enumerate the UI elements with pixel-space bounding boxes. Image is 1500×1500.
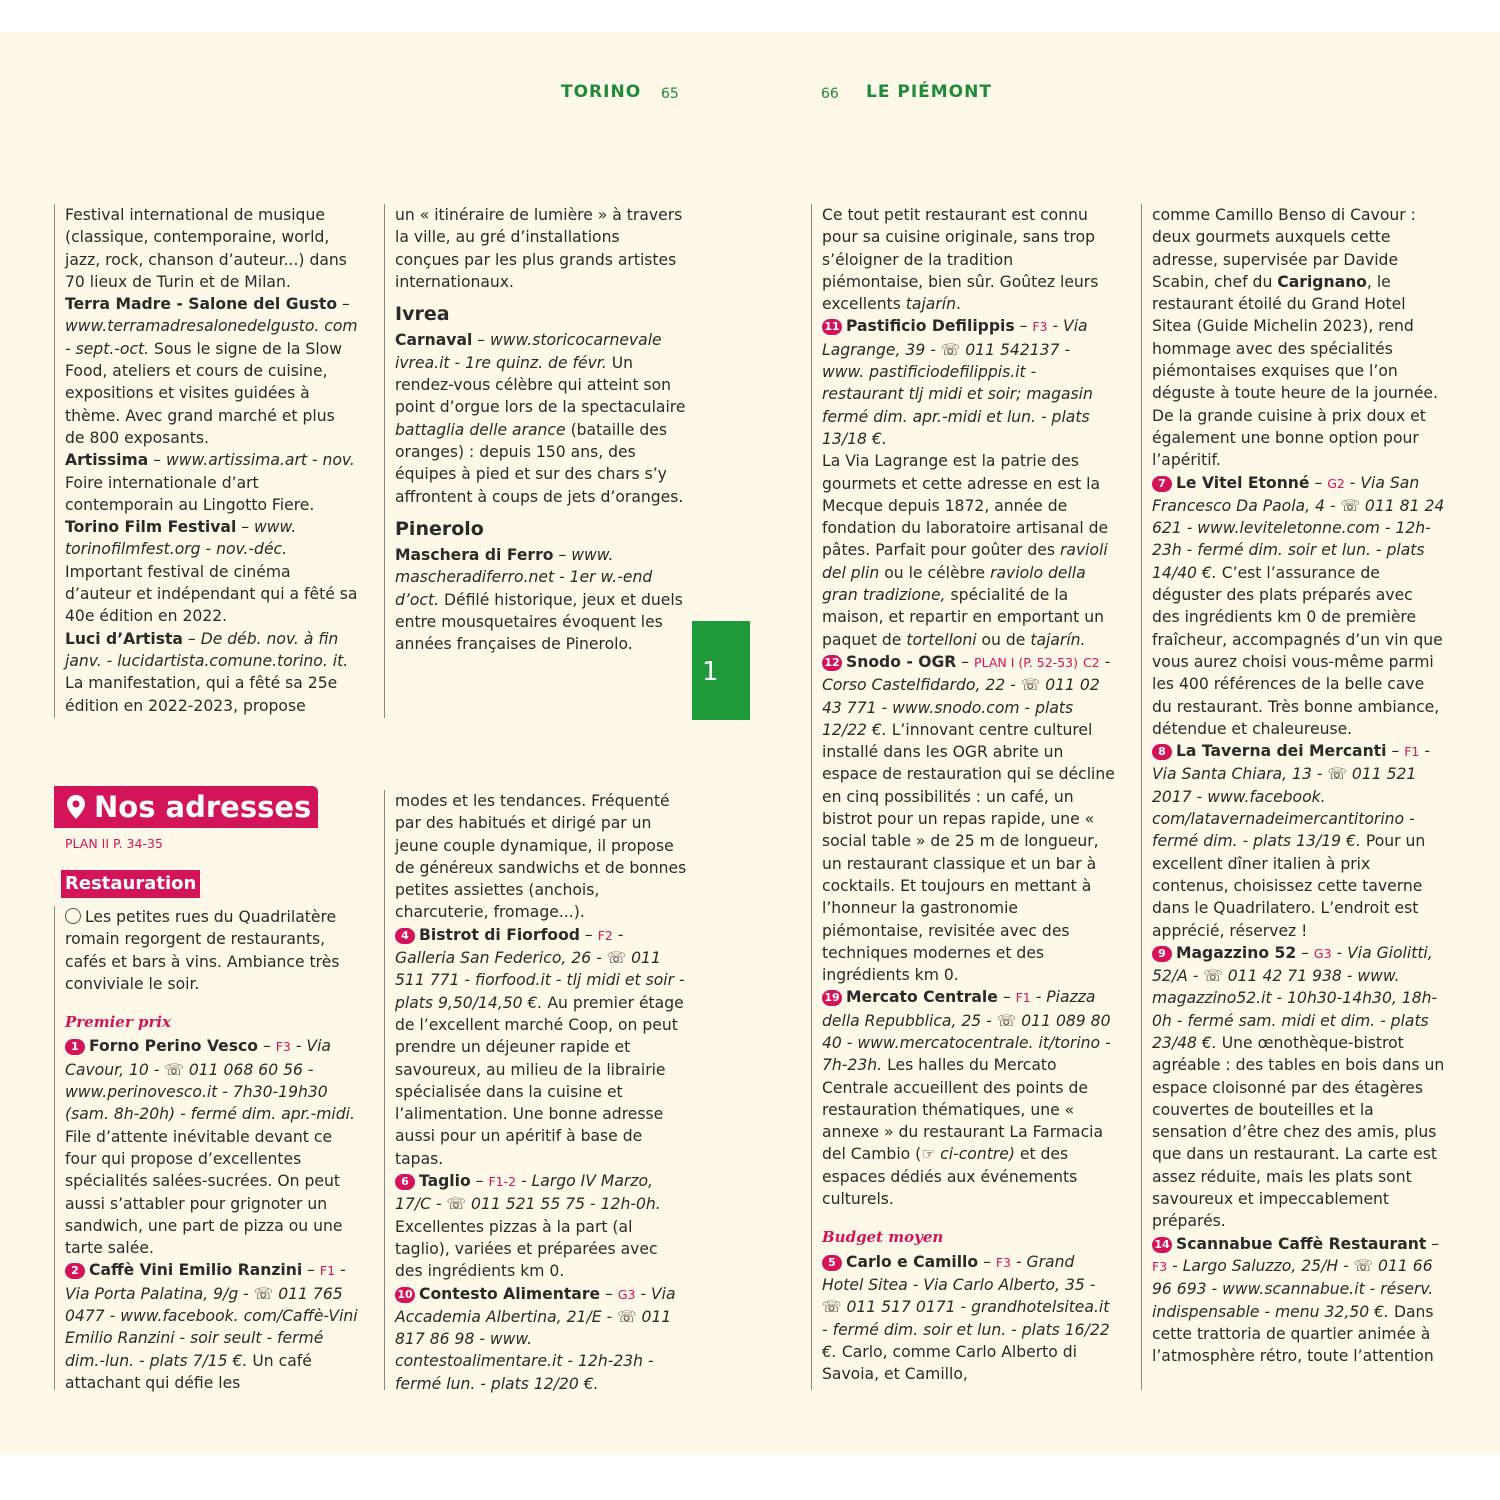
listing-desc-italic: ravioli del plin bbox=[822, 541, 1108, 582]
listing-desc: Une œnothèque-bistrot agréable : des tables en bois dans un espace cloisonné par des étagères couvertes de bouteilles et la sensation d’être chez des amis, plus que dans un restaurant. La carte est assez réduite, mais les plats sont savoureux et impeccablement préparés. bbox=[1152, 1033, 1445, 1231]
listing-name: Snodo - OGR bbox=[846, 652, 957, 671]
map-marker-badge: 8 bbox=[1152, 744, 1172, 760]
festival-intro: Festival international de musique (classique, contemporaine, world, jazz, rock, chanson d’auteur...) dans 70 lieux de Turin et de Milan. bbox=[65, 206, 347, 291]
listing-desc: Excellentes pizzas à la part (al taglio), variées et préparées avec des ingrédients km 0. bbox=[395, 1217, 658, 1281]
listing-info: - Via Giolitti, 52/A - ☏ 011 42 71 938 - www. magazzino52.it - 10h30-14h30, 18h-0h - fermé sam. midi et dim. - plats 23/48 €. bbox=[1152, 943, 1438, 1052]
grid-ref: F1 bbox=[1404, 744, 1420, 760]
grid-ref: G2 bbox=[1327, 475, 1345, 491]
map-marker-badge: 7 bbox=[1152, 476, 1172, 492]
paragraph-bold: Carignano bbox=[1277, 272, 1367, 291]
grid-ref: F2 bbox=[597, 927, 613, 943]
listing-desc: Un café attachant qui défie les bbox=[65, 1351, 312, 1392]
event-name: Maschera di Ferro bbox=[395, 546, 554, 565]
event-name: Terra Madre - Salone del Gusto bbox=[65, 295, 338, 314]
map-marker-badge: 2 bbox=[65, 1263, 85, 1279]
event-info: www. mascheradiferro.net - 1er w.-end d’oct. bbox=[395, 546, 653, 609]
grid-ref: F3 bbox=[1032, 319, 1048, 335]
listing-name: Mercato Centrale bbox=[846, 988, 998, 1007]
listing-info: - Via Santa Chiara, 13 - ☏ 011 521 2017 - www.facebook. com/latavernadeimercantitorino - fermé dim. - plats 13/19 €. bbox=[1152, 742, 1430, 851]
listing-info: - Via Lagrange, 39 - ☏ 011 542137 - www. pastificiodefilippis.it - restaurant tlj midi et soir; magasin fermé dim. apr.-midi et lun. - plats 13/18 €. bbox=[822, 317, 1093, 448]
plan-reference: PLAN II P. 34-35 bbox=[65, 836, 163, 851]
grid-ref: F3 bbox=[275, 1039, 291, 1055]
listing-desc: Les halles du Mercato Centrale accueillent des points de restauration thématiques, une « annexe » du restaurant La Farmacia del Cambio ( bbox=[822, 1056, 1104, 1164]
listing-info: - Via Porta Palatina, 9/g - ☏ 011 765 0477 - www.facebook. com/Caffè-Vini Emilio Ranzini - soir seult - fermé dim.-lun. - plats 7/15 €. bbox=[65, 1261, 358, 1370]
listing-entry: 2 Caffè Vini Emilio Ranzini – F1 - Via Porta Palatina, 9/g - ☏ 011 765 0477 - www.facebook. com/Caffè-Vini Emilio Ranzini - soir seult - fermé dim.-lun. - plats 7/15 €. Un café attachant qui défie les bbox=[65, 1261, 358, 1392]
plan-ref: PLAN I (P. 52-53) bbox=[974, 654, 1078, 670]
listing-info: - Via Cavour, 10 - ☏ 011 068 60 56 - www.perinovesco.it - 7h30-19h30 (sam. 8h-20h) - fermé dim. apr.-midi. bbox=[65, 1037, 355, 1124]
price-category: Budget moyen bbox=[822, 1228, 944, 1247]
event-name: Carnaval bbox=[395, 331, 473, 350]
event-name: Luci d’Artista bbox=[65, 629, 183, 648]
event-info: www.artissima.art - nov. bbox=[165, 451, 355, 470]
listing-desc: ou de bbox=[976, 630, 1031, 649]
paragraph-italic: tajarín bbox=[905, 295, 956, 314]
column-4 bbox=[1141, 204, 1445, 1390]
right-page-number: 66 bbox=[821, 86, 839, 102]
map-marker-badge: 6 bbox=[395, 1174, 415, 1190]
event-info: www.storicocarnevale ivrea.it - 1re quinz. de févr. bbox=[395, 331, 662, 372]
listing-desc: et des espaces dédiés aux événements culturels. bbox=[822, 1145, 1078, 1209]
listing-entry: 19 Mercato Centrale – F1 - Piazza della Repubblica, 25 - ☏ 011 089 80 40 - www.mercatocentrale. it/torino - 7h-23h. Les halles du Mercato Centrale accueillent des points de restauration thématiques, une « annexe » du restaurant La Farmacia del Cambio (☞ ci-contre) et des espaces dédiés aux événements culturels. bbox=[822, 988, 1111, 1209]
listing-name: Scannabue Caffè Restaurant bbox=[1176, 1234, 1427, 1253]
map-marker-badge: 4 bbox=[395, 928, 415, 944]
column-2-bottom bbox=[384, 790, 688, 1393]
event-info: De déb. nov. à fin janv. - lucidartista.comune.torino. it. bbox=[65, 629, 349, 670]
grid-ref: F3 bbox=[995, 1254, 1011, 1270]
paragraph: Ce tout petit restaurant est connu pour sa cuisine originale, sans trop s’éloigner de la tradition piémontaise, bien sûr. Goûtez leurs excellents bbox=[822, 206, 1099, 314]
event-name: Torino Film Festival bbox=[65, 518, 237, 537]
listing-entry: 7 Le Vitel Etonné – G2 - Via San Francesco Da Paola, 4 - ☏ 011 81 24 621 - www.leviteletonne.com - 12h-23h - fermé dim. soir et lun. - plats 14/40 €. C’est l’assurance de déguster des plats préparés avec des ingrédients km 0 de première fraîcheur, accompagnés d’un vin que vous aurez choisi vous-même parmi les 400 références de la belle cave du restaurant. Très bonne ambiance, détendue et chaleureuse. bbox=[1152, 473, 1445, 738]
listing-name: La Taverna dei Mercanti bbox=[1176, 742, 1387, 761]
map-marker-badge: 19 bbox=[822, 990, 842, 1006]
listing-entry: 6 Taglio – F1-2 - Largo IV Marzo, 17/C - ☏ 011 521 55 75 - 12h-0h. Excellentes pizzas à la part (al taglio), variées et préparées avec des ingrédients km 0. bbox=[395, 1172, 661, 1281]
location-pin-icon bbox=[64, 794, 88, 820]
column-1-top: Festival international de musique (classique, contemporaine, world, jazz, rock, chanson d’auteur...) dans 70 lieux de Turin et de Milan. Terra Madre - Salone del Gusto – www.terramadresalonedelgusto. com - sept.-oct. Sous le signe de la Slow Food, ateliers et cours de cuisine, expositions et visites guidées à thème. Avec grand marché et plus de 800 exposants. Artissima – www.artissima.art - nov. Foire internationale d’art contemporain au Lingotto Fiere. Torino Film Festival – www. torinofilmfest.org - nov.-déc. Important festival de cinéma d’auteur et indépendant qui a fêté sa 40e édition en 2022. Luci d’Artista – De déb. nov. à fin janv. - lucidartista.comune.torino. it. La manifestation, qui a fêté sa 25e édition en 2022-2023, propose bbox=[54, 204, 358, 718]
grid-ref: G3 bbox=[1313, 945, 1332, 961]
event-desc: Défilé historique, jeux et duels entre mousquetaires évoquent les années françaises de Pinerolo. bbox=[395, 590, 683, 654]
map-marker-badge: 5 bbox=[822, 1255, 842, 1271]
map-marker-badge: 9 bbox=[1152, 946, 1172, 962]
map-marker-badge: 12 bbox=[822, 655, 842, 671]
listing-desc: spécialité de la maison, et repartir en emportant un paquet de bbox=[822, 586, 1105, 649]
listing-info: - Galleria San Federico, 26 - ☏ 011 511 771 - fiorfood.it - tlj midi et soir - plats 9,50/14,50 €. bbox=[395, 925, 685, 1012]
event-desc-italic: battaglia delle arance bbox=[395, 420, 566, 439]
paragraph: comme Camillo Benso di Cavour : deux gourmets auxquels cette adresse, supervisée par Davide Scabin, chef du bbox=[1152, 206, 1416, 291]
listing-name: Forno Perino Vesco bbox=[89, 1037, 258, 1056]
map-marker-badge: 1 bbox=[65, 1039, 85, 1055]
event-info: www.terramadresalonedelgusto. com - sept.-oct. bbox=[65, 317, 358, 358]
listing-name: Carlo e Camillo bbox=[846, 1252, 979, 1271]
left-page-number: 65 bbox=[661, 86, 679, 102]
event-desc: La manifestation, qui a fêté sa 25e édition en 2022-2023, propose bbox=[65, 674, 338, 715]
listing-entry: 11 Pastificio Defilippis – F3 - Via Lagrange, 39 - ☏ 011 542137 - www. pastificiodefilippis.it - restaurant tlj midi et soir; magasin fermé dim. apr.-midi et lun. - plats 13/18 €. La Via Lagrange est la patrie des gourmets et cette adresse en est la Mecque depuis 1872, année de fondation du laboratoire artisanal de pâtes. Parfait pour goûter des ravioli del plin ou le célèbre raviolo della gran tradizione, spécialité de la maison, et repartir en emportant un paquet de tortelloni ou de tajarín. bbox=[822, 317, 1109, 649]
listing-desc: C’est l’assurance de déguster des plats préparés avec des ingrédients km 0 de première fraîcheur, accompagnés d’un vin que vous aurez choisi vous-même parmi les 400 références de la belle cave du restaurant. Très bonne ambiance, détendue et chaleureuse. bbox=[1152, 563, 1443, 738]
listing-desc: File d’attente inévitable devant ce four qui propose d’excellentes spécialités salées-sucrées. On peut aussi s’attabler pour grignoter un sandwich, une part de pizza ou une tarte salée. bbox=[65, 1127, 343, 1258]
left-running-head: TORINO bbox=[561, 82, 642, 102]
listing-desc-italic: ☞ ci-contre) bbox=[921, 1145, 1015, 1164]
listing-desc: La Via Lagrange est la patrie des gourmets et cette adresse en est la Mecque depuis 1872, année de fondation du laboratoire artisanal de pâtes. Parfait pour goûter des bbox=[822, 452, 1109, 560]
listing-entry: 1 Forno Perino Vesco – F3 - Via Cavour, 10 - ☏ 011 068 60 56 - www.perinovesco.it - 7h30-19h30 (sam. 8h-20h) - fermé dim. apr.-midi. File d’attente inévitable devant ce four qui propose d’excellentes spécialités salées-sucrées. On peut aussi s’attabler pour grignoter un sandwich, une part de pizza ou une tarte salée. bbox=[65, 1037, 355, 1258]
quadrilatere-intro: Les petites rues du Quadrilatère romain regorgent de restaurants, cafés et bars à vins. Ambiance très conviviale le soir. bbox=[65, 908, 340, 993]
listing-info: - Piazza della Repubblica, 25 - ☏ 011 089 80 40 - www.mercatocentrale. it/torino - 7h-23h. bbox=[822, 988, 1111, 1075]
grid-ref: F3 bbox=[1152, 1258, 1168, 1274]
paragraph: , le restaurant étoilé du Grand Hotel Sitea (Guide Michelin 2023), rend hommage avec des spécialités piémontaises exquises que l’on déguste à toute heure de la journée. De la grande cuisine à prix doux et également une bonne option pour l’apéritif. bbox=[1152, 272, 1438, 470]
listing-desc: ou le célèbre bbox=[879, 563, 991, 582]
map-marker-badge: 14 bbox=[1152, 1237, 1172, 1253]
price-category: Premier prix bbox=[65, 1013, 171, 1032]
event-desc: (bataille des oranges) : depuis 150 ans, des équipes à pied et sur des chars s’y affrontent à coups de jets d’oranges. bbox=[395, 420, 684, 506]
listing-info: - Largo Saluzzo, 25/H - ☏ 011 66 96 693 - www.scannabue.it - réserv. indispensable - menu 32,50 €. bbox=[1152, 1256, 1434, 1321]
listing-desc: L’innovant centre culturel installé dans les OGR abrite un espace de restauration qui se décline en cinq possibilités : un café, un bistrot pour un repas rapide, une « social table » de 25 m de longueur, un restaurant classique et un bar à cocktails. Et toujours en mettant à l’honneur la gastronomie piémontaise, revisitée avec des techniques modernes et des ingrédients km 0. bbox=[822, 720, 1115, 985]
grid-ref: F1 bbox=[319, 1263, 336, 1279]
listing-entry: 14 Scannabue Caffè Restaurant – F3 - Largo Saluzzo, 25/H - ☏ 011 66 96 693 - www.scannabue.it - réserv. indispensable - menu 32,50 €. Dans cette trattoria de quartier animée à l’atmosphère rétro, toute l’attention bbox=[1152, 1234, 1440, 1366]
listing-entry: 4 Bistrot di Fiorfood – F2 - Galleria San Federico, 26 - ☏ 011 511 771 - fiorfood.it - tlj midi et soir - plats 9,50/14,50 €. Au premier étage de l’excellent marché Coop, on peut prendre un déjeuner rapide et savoureux, au milieu de la librairie spécialisée dans la cuisine et l’alimentation. Une bonne adresse aussi pour un apéritif à base de tapas. bbox=[395, 925, 685, 1168]
grid-ref: G3 bbox=[617, 1286, 636, 1302]
ranzini-continued: modes et les tendances. Fréquenté par des habitués et dirigé par un jeune couple dynamique, il propose de généreux sandwichs et de bonnes petites assiettes (anchois, charcuterie, fromage...). bbox=[395, 792, 687, 922]
listing-name: Le Vitel Etonné bbox=[1176, 473, 1310, 492]
right-running-head: LE PIÉMONT bbox=[866, 82, 992, 102]
listing-entry: 9 Magazzino 52 – G3 - Via Giolitti, 52/A - ☏ 011 42 71 938 - www. magazzino52.it - 10h30-14h30, 18h-0h - fermé sam. midi et dim. - plats 23/48 €. Une œnothèque-bistrot agréable : des tables en bois dans un espace cloisonné par des étagères couvertes de bouteilles et la sensation d’être chez des amis, plus que dans un restaurant. La carte est assez réduite, mais les plats sont savoureux et impeccablement préparés. bbox=[1152, 943, 1445, 1231]
column-2-top: un « itinéraire de lumière » à travers la ville, au gré d’installations conçues par les plus grands artistes internationaux. Ivrea Carnaval – www.storicocarnevale ivrea.it - 1re quinz. de févr. Un rendez-vous célèbre qui atteint son point d’orgue lors de la spectaculaire battaglia delle arance (bataille des oranges) : depuis 150 ans, des équipes à pied et sur des chars s’y affrontent à coups de jets d’oranges. Pinerolo Maschera di Ferro – www. mascheradiferro.net - 1er w.-end d’oct. Défilé historique, jeux et duels entre mousquetaires évoquent les années françaises de Pinerolo. bbox=[384, 204, 688, 718]
column-1-bottom bbox=[54, 906, 358, 1390]
listing-entry: 10 Contesto Alimentare – G3 - Via Accademia Albertina, 21/E - ☏ 011 817 86 98 - www. contestoalimentare.it - 12h-23h - fermé lun. - plats 12/20 €. bbox=[395, 1284, 676, 1393]
listing-desc: Au premier étage de l’excellent marché Coop, on peut prendre un déjeuner rapide et savoureux, au milieu de la librairie spécialisée dans la cuisine et l’alimentation. Une bonne adresse aussi pour un apéritif à base de tapas. bbox=[395, 993, 684, 1168]
listing-desc: Dans cette trattoria de quartier animée à l’atmosphère rétro, toute l’attention bbox=[1152, 1302, 1434, 1366]
chapter-tab[interactable]: 1 bbox=[692, 621, 750, 720]
grid-ref: F1 bbox=[1015, 990, 1031, 1006]
event-desc: Sous le signe de la Slow Food, ateliers et cours de cuisine, expositions et visites guidées à thème. Avec grand marché et plus de 800 exposants. bbox=[65, 339, 342, 447]
smile-icon bbox=[65, 908, 81, 924]
nos-adresses-heading bbox=[54, 786, 318, 828]
listing-desc-italic: raviolo della gran tradizione, bbox=[822, 563, 1086, 605]
column-3: Ce tout petit restaurant est connu pour sa cuisine originale, sans trop s’éloigner de la tradition piémontaise, bien sûr. Goûtez leurs excellents tajarín. 11 Pastificio Defilippis – F3 - Via Lagrange, 39 - ☏ 011 542137 - www. pastificiodefilippis.it - restaurant tlj midi et soir; magasin fermé dim. apr.-midi et lun. - plats 13/18 €. La Via Lagrange est la patrie des gourmets et cette adresse en est la Mecque depuis 1872, année de fondation du laboratoire artisanal de pâtes. Parfait pour goûter des ravioli del plin ou le célèbre raviolo della gran tradizione, spécialité de la maison, et repartir en emportant un paquet de tortelloni ou de tajarín. 12 Snodo - OGR – PLAN I (P. 52-53) C2 - Corso Castelfidardo, 22 - ☏ 011 02 43 771 - www.snodo.com - plats 12/22 €. L’innovant centre culturel installé dans les OGR abrite un espace de restauration qui se décline en cinq possibilités : un café, un bistrot pour un repas rapide, une « social table » de 25 m de longueur, un restaurant classique et un bar à cocktails. Et toujours en mettant à l’honneur la gastronomie piémontaise, revisitée avec des techniques modernes et des ingrédients km 0. 19 Mercato Centrale – F1 - Piazza della Repubblica, 25 - ☏ 011 089 80 40 - www.mercatocentrale. it/torino - 7h-23h. Les halles du Mercato Centrale accueillent des points de restauration thématiques, une « annexe » du restaurant La Farmacia del Cambio (☞ ci-contre) et des espaces dédiés aux événements culturels. Budget moyen 5 Carlo e Camillo – F3 - Grand Hotel Sitea - Via Carlo Alberto, 35 - ☏ 011 517 0171 - grandhotelsitea.it - fermé dim. soir et lun. - plats 16/22 €. Carlo, comme Carlo Alberto di Savoia, et Camillo, bbox=[811, 204, 1115, 1390]
listing-info: - Grand Hotel Sitea - Via Carlo Alberto, 35 - ☏ 011 517 0171 - grandhotelsitea.it - fermé dim. soir et lun. - plats 16/22 €. bbox=[822, 1252, 1110, 1361]
lumiere-text: un « itinéraire de lumière » à travers la ville, au gré d’installations conçues par les plus grands artistes internationaux. bbox=[395, 206, 683, 291]
nos-adresses-title: Nos adresses bbox=[94, 790, 312, 824]
listing-entry: 5 Carlo e Camillo – F3 - Grand Hotel Sitea - Via Carlo Alberto, 35 - ☏ 011 517 0171 - grandhotelsitea.it - fermé dim. soir et lun. - plats 16/22 €. Carlo, comme Carlo Alberto di Savoia, et Camillo, bbox=[822, 1252, 1110, 1384]
event-desc: Un rendez-vous célèbre qui atteint son point d’orgue lors de la spectaculaire bbox=[395, 353, 686, 417]
listing-desc-italic: tortelloni bbox=[906, 630, 977, 649]
listing-desc-italic: tajarín. bbox=[1030, 630, 1086, 649]
listing-info: - Via San Francesco Da Paola, 4 - ☏ 011 81 24 621 - www.leviteletonne.com - 12h-23h - fermé dim. soir et lun. - plats 14/40 €. bbox=[1152, 473, 1445, 582]
restauration-heading: Restauration bbox=[61, 870, 200, 898]
listing-entry: 8 La Taverna dei Mercanti – F1 - Via Santa Chiara, 13 - ☏ 011 521 2017 - www.facebook. com/latavernadeimercantitorino - fermé dim. - plats 13/19 €. Pour un excellent dîner italien à prix contenus, choisissez cette taverne dans le Quadrilatero. L’endroit est apprécié, réservez ! bbox=[1152, 742, 1430, 940]
event-info: www. torinofilmfest.org - nov.-déc. bbox=[65, 518, 297, 559]
grid-ref: F1-2 bbox=[488, 1174, 517, 1190]
event-desc: Foire internationale d’art contemporain au Lingotto Fiere. bbox=[65, 473, 315, 514]
listing-entry: 12 Snodo - OGR – PLAN I (P. 52-53) C2 - Corso Castelfidardo, 22 - ☏ 011 02 43 771 - www.snodo.com - plats 12/22 €. L’innovant centre culturel installé dans les OGR abrite un espace de restauration qui se décline en cinq possibilités : un café, un bistrot pour un repas rapide, une « social table » de 25 m de longueur, un restaurant classique et un bar à cocktails. Et toujours en mettant à l’honneur la gastronomie piémontaise, revisitée avec des techniques modernes et des ingrédients km 0. bbox=[822, 652, 1115, 985]
city-heading-ivrea: Ivrea bbox=[395, 303, 450, 326]
map-marker-badge: 10 bbox=[395, 1287, 415, 1303]
listing-info: - Largo IV Marzo, 17/C - ☏ 011 521 55 75 - 12h-0h. bbox=[395, 1172, 661, 1214]
listing-info: - Via Accademia Albertina, 21/E - ☏ 011 817 86 98 - www. contestoalimentare.it - 12h-23h - fermé lun. - plats 12/20 €. bbox=[395, 1284, 676, 1393]
listing-desc: Pour un excellent dîner italien à prix contenus, choisissez cette taverne dans le Quadrilatero. L’endroit est apprécié, réservez ! bbox=[1152, 832, 1426, 940]
listing-name: Taglio bbox=[419, 1172, 471, 1191]
listing-info: - Corso Castelfidardo, 22 - ☏ 011 02 43 771 - www.snodo.com - plats 12/22 €. bbox=[822, 652, 1111, 739]
listing-name: Pastificio Defilippis bbox=[846, 317, 1015, 336]
event-desc: Important festival de cinéma d’auteur et indépendant qui a fêté sa 40e édition en 2022. bbox=[65, 562, 358, 626]
grid-ref: C2 bbox=[1082, 654, 1100, 670]
listing-name: Magazzino 52 bbox=[1176, 943, 1297, 962]
event-name: Artissima bbox=[65, 451, 149, 470]
listing-desc: Carlo, comme Carlo Alberto di Savoia, et Camillo, bbox=[822, 1342, 1077, 1384]
listing-name: Bistrot di Fiorfood bbox=[419, 925, 580, 944]
listing-name: Contesto Alimentare bbox=[419, 1284, 601, 1303]
listing-name: Caffè Vini Emilio Ranzini bbox=[89, 1261, 303, 1280]
map-marker-badge: 11 bbox=[822, 319, 842, 335]
city-heading-pinerolo: Pinerolo bbox=[395, 517, 484, 540]
